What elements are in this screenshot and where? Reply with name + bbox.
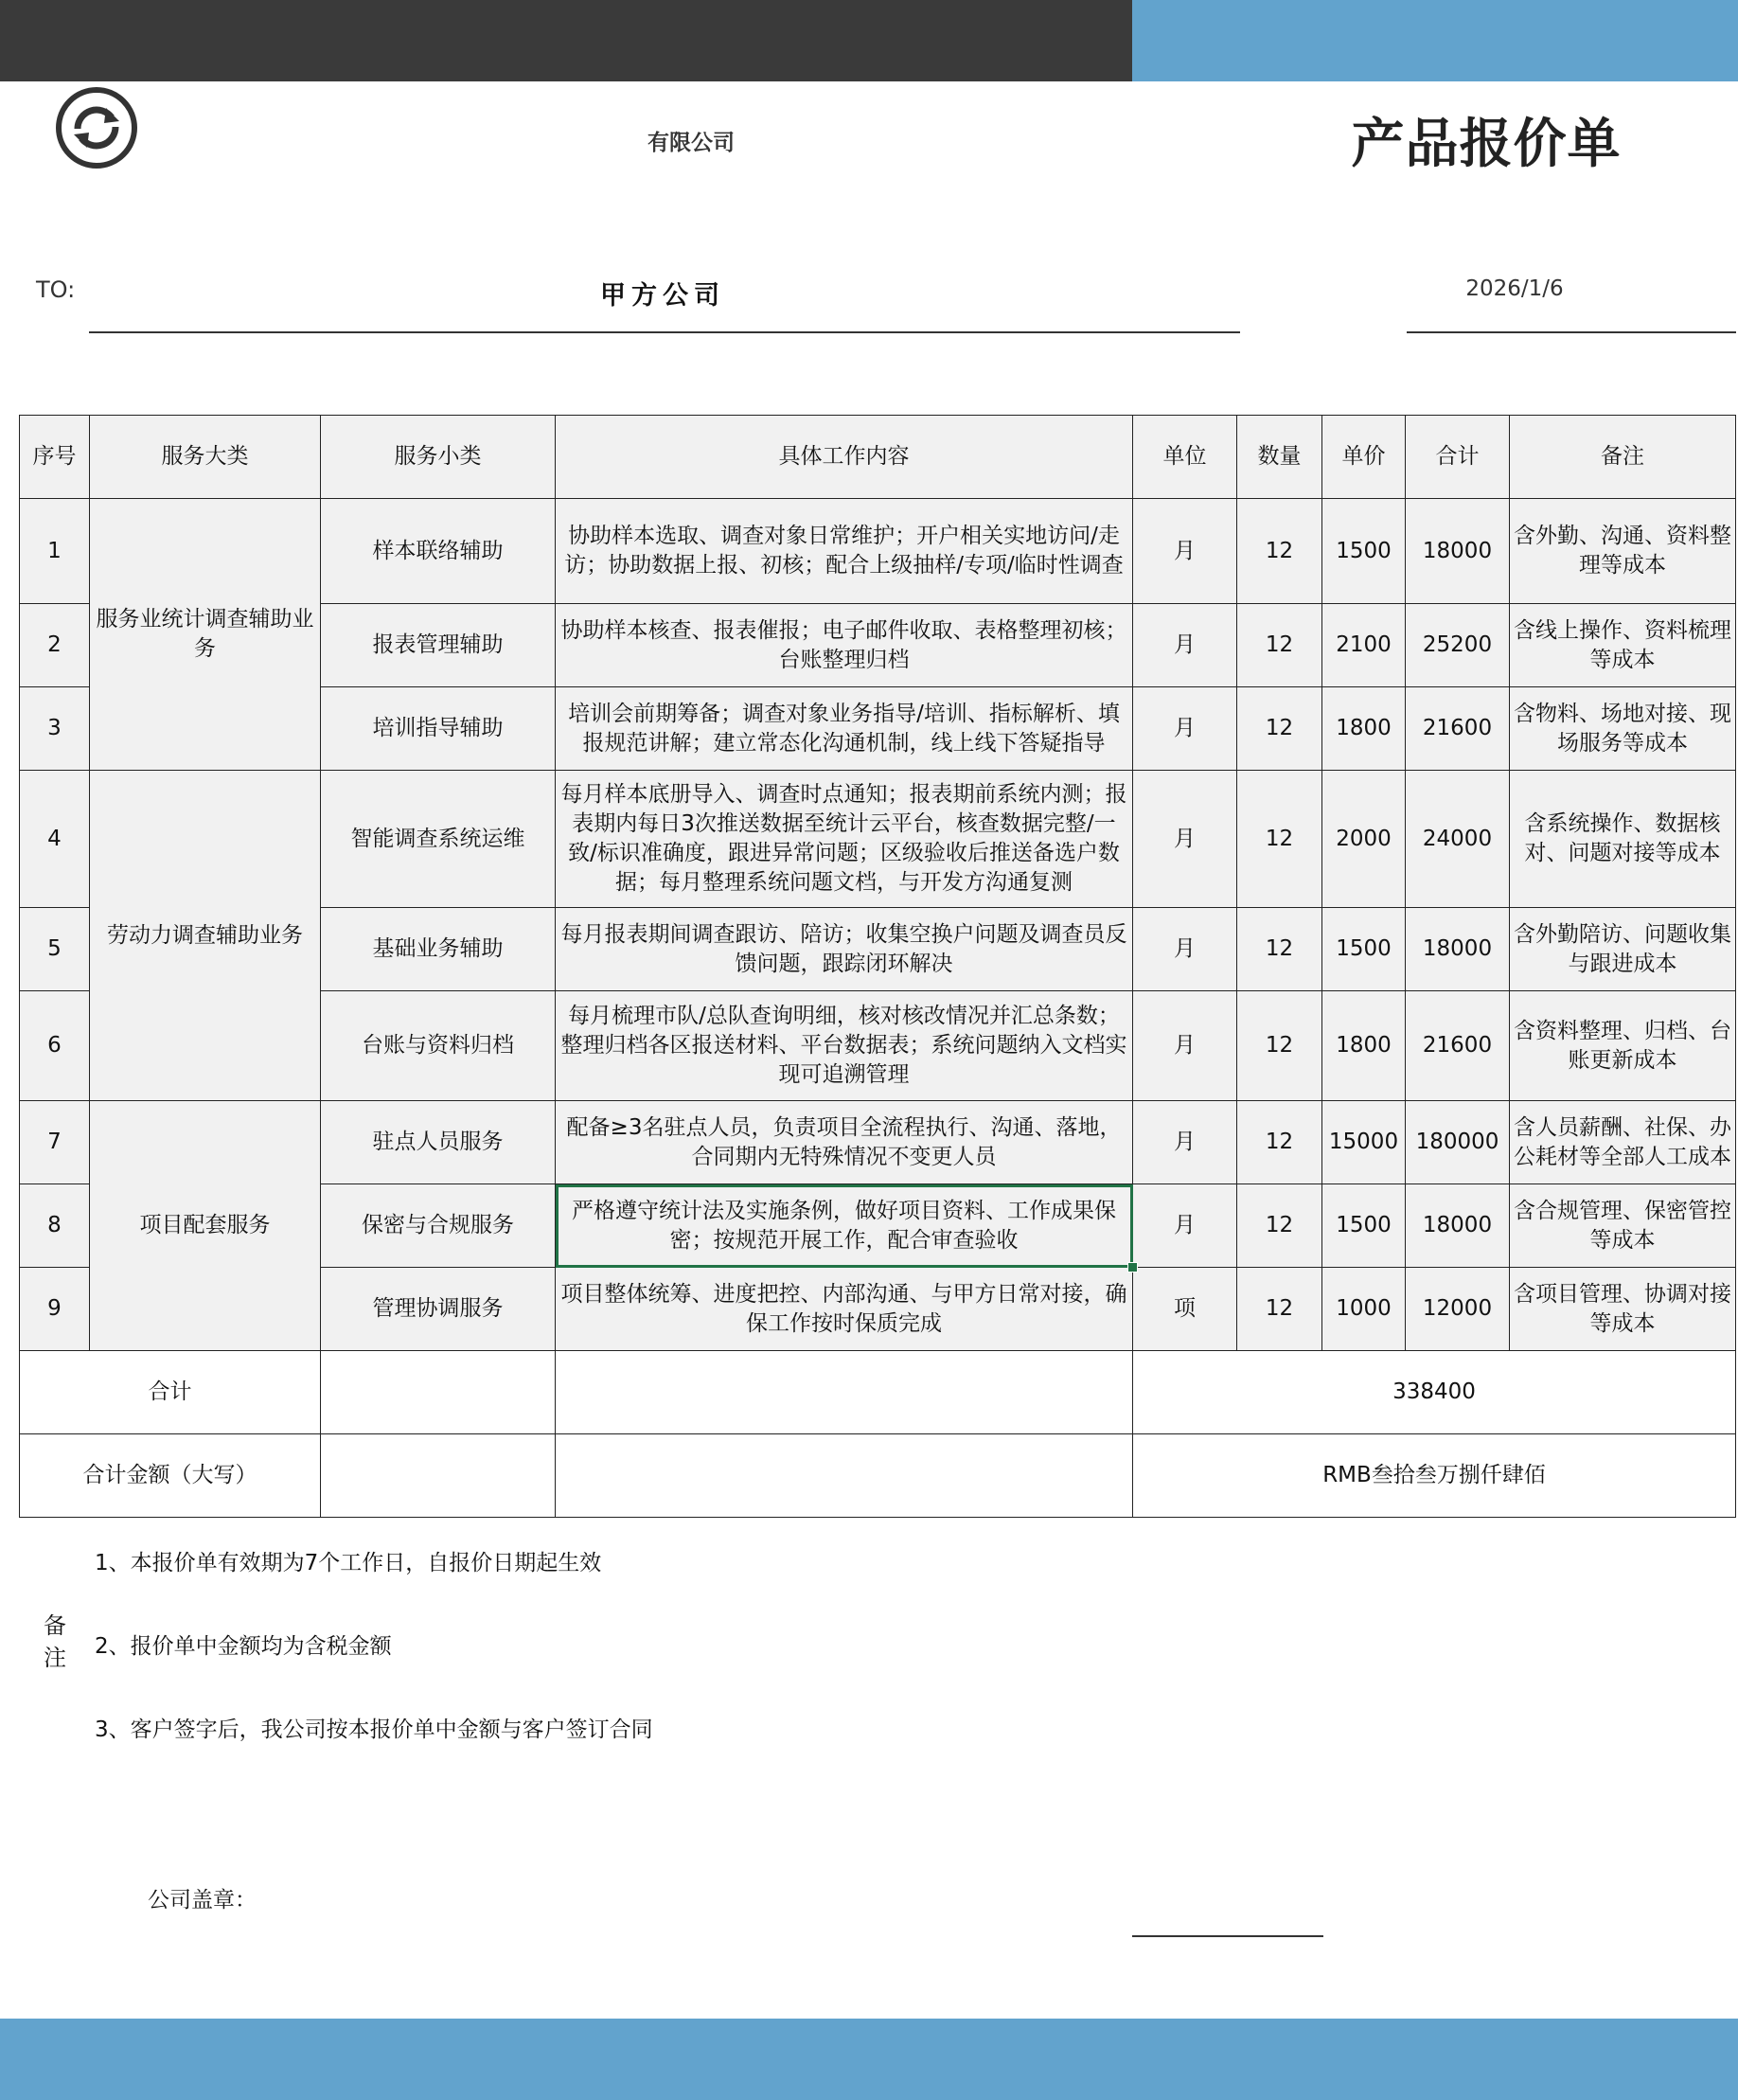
- work-content[interactable]: 每月梳理市队/总队查询明细，核对核改情况并汇总条数；整理归档各区报送材料、平台数据表；系统问题纳入文档实现可追溯管理: [556, 991, 1133, 1101]
- total-cell[interactable]: 180000: [1406, 1101, 1510, 1184]
- table-row: [20, 771, 1736, 908]
- unit-cell[interactable]: 月: [1133, 1184, 1237, 1268]
- qty-cell[interactable]: 12: [1237, 1184, 1322, 1268]
- work-content[interactable]: 每月样本底册导入、调查时点通知；报表期前系统内测；报表期内每日3次推送数据至统计云平台，核查数据完整/一致/标识准确度，跟进异常问题；区级验收后推送备选户数据；每月整理系统问题文档，与开发方沟通复测: [556, 771, 1133, 908]
- header-band-blue: [1132, 0, 1738, 81]
- qty-cell[interactable]: 12: [1237, 771, 1322, 908]
- table-row: [20, 1101, 1736, 1184]
- header-cell[interactable]: 序号: [20, 416, 90, 499]
- header-cell[interactable]: 单位: [1133, 416, 1237, 499]
- sum-empty-cell[interactable]: [556, 1351, 1133, 1434]
- total-cell[interactable]: 25200: [1406, 604, 1510, 687]
- header-row: [20, 416, 1736, 499]
- note-item: 2、报价单中金额均为含税金额: [95, 1634, 392, 1659]
- price-cell[interactable]: 1800: [1322, 991, 1406, 1101]
- sub-category[interactable]: 样本联络辅助: [321, 499, 556, 604]
- total-cell[interactable]: 21600: [1406, 991, 1510, 1101]
- total-cell[interactable]: 21600: [1406, 687, 1510, 771]
- work-content[interactable]: 每月报表期间调查跟访、陪访；收集空换户问题及调查员反馈问题，跟踪闭环解决: [556, 908, 1133, 991]
- remark-cell[interactable]: 含线上操作、资料梳理等成本: [1510, 604, 1736, 687]
- row-no[interactable]: 5: [20, 908, 90, 991]
- header-cell[interactable]: 服务大类: [90, 416, 321, 499]
- sub-category[interactable]: 管理协调服务: [321, 1268, 556, 1351]
- refresh-logo-icon: [53, 87, 140, 169]
- row-no[interactable]: 6: [20, 991, 90, 1101]
- total-cell[interactable]: 18000: [1406, 1184, 1510, 1268]
- sum-label[interactable]: 合计: [20, 1351, 321, 1434]
- unit-cell[interactable]: 月: [1133, 687, 1237, 771]
- sum-value[interactable]: 338400: [1133, 1351, 1736, 1434]
- qty-cell[interactable]: 12: [1237, 687, 1322, 771]
- unit-cell[interactable]: 月: [1133, 604, 1237, 687]
- to-value[interactable]: 甲方公司: [600, 281, 725, 311]
- amount-empty-cell[interactable]: [321, 1434, 556, 1518]
- remark-cell[interactable]: 含系统操作、数据核对、问题对接等成本: [1510, 771, 1736, 908]
- header-cell[interactable]: 数量: [1237, 416, 1322, 499]
- price-cell[interactable]: 1800: [1322, 687, 1406, 771]
- total-cell[interactable]: 24000: [1406, 771, 1510, 908]
- work-content[interactable]: 项目整体统筹、进度把控、内部沟通、与甲方日常对接，确保工作按时保质完成: [556, 1268, 1133, 1351]
- unit-cell[interactable]: 月: [1133, 1101, 1237, 1184]
- sum-row: [20, 1351, 1736, 1434]
- amount-label[interactable]: 合计金额（大写）: [20, 1434, 321, 1518]
- row-no[interactable]: 3: [20, 687, 90, 771]
- header-cell[interactable]: 合计: [1406, 416, 1510, 499]
- unit-cell[interactable]: 项: [1133, 1268, 1237, 1351]
- unit-cell[interactable]: 月: [1133, 771, 1237, 908]
- sub-category[interactable]: 基础业务辅助: [321, 908, 556, 991]
- price-cell[interactable]: 2000: [1322, 771, 1406, 908]
- remark-cell[interactable]: 含资料整理、归档、台账更新成本: [1510, 991, 1736, 1101]
- sub-category[interactable]: 台账与资料归档: [321, 991, 556, 1101]
- row-no[interactable]: 7: [20, 1101, 90, 1184]
- work-content[interactable]: 培训会前期筹备；调查对象业务指导/培训、指标解析、填报规范讲解；建立常态化沟通机制，线上线下答疑指导: [556, 687, 1133, 771]
- total-cell[interactable]: 18000: [1406, 499, 1510, 604]
- row-no[interactable]: 1: [20, 499, 90, 604]
- seal-underline: [1132, 1935, 1323, 1937]
- header-cell[interactable]: 服务小类: [321, 416, 556, 499]
- company-name: 有限公司: [647, 131, 735, 155]
- qty-cell[interactable]: 12: [1237, 991, 1322, 1101]
- table-row: [20, 499, 1736, 604]
- work-content-selected[interactable]: [556, 1184, 1133, 1268]
- amount-empty-cell[interactable]: [556, 1434, 1133, 1518]
- unit-cell[interactable]: 月: [1133, 991, 1237, 1101]
- sub-category[interactable]: 报表管理辅助: [321, 604, 556, 687]
- row-no[interactable]: 8: [20, 1184, 90, 1268]
- sub-category[interactable]: 智能调查系统运维: [321, 771, 556, 908]
- remark-cell[interactable]: 含物料、场地对接、现场服务等成本: [1510, 687, 1736, 771]
- quote-table: [19, 415, 1736, 1518]
- unit-cell[interactable]: 月: [1133, 499, 1237, 604]
- group-cell[interactable]: 服务业统计调查辅助业务: [90, 499, 321, 771]
- row-no[interactable]: 9: [20, 1268, 90, 1351]
- qty-cell[interactable]: 12: [1237, 1268, 1322, 1351]
- date-underline: [1407, 331, 1736, 333]
- price-cell[interactable]: 1500: [1322, 1184, 1406, 1268]
- remark-cell[interactable]: 含人员薪酬、社保、办公耗材等全部人工成本: [1510, 1101, 1736, 1184]
- price-cell[interactable]: 2100: [1322, 604, 1406, 687]
- page-title: 产品报价单: [1351, 114, 1622, 175]
- qty-cell[interactable]: 12: [1237, 908, 1322, 991]
- header-band-dark: [0, 0, 1132, 81]
- work-content-text: 严格遵守统计法及实施条例，做好项目资料、工作成果保密；按规范开展工作，配合审查验收: [572, 1198, 1116, 1253]
- qty-cell[interactable]: 12: [1237, 604, 1322, 687]
- price-cell[interactable]: 1500: [1322, 499, 1406, 604]
- work-content[interactable]: 协助样本核查、报表催报；电子邮件收取、表格整理初核；台账整理归档: [556, 604, 1133, 687]
- to-underline: [89, 331, 1240, 333]
- date-value[interactable]: 2026/1/6: [1465, 276, 1564, 301]
- sum-empty-cell[interactable]: [321, 1351, 556, 1434]
- header-cell[interactable]: 备注: [1510, 416, 1736, 499]
- to-label: TO:: [36, 276, 76, 303]
- row-no[interactable]: 2: [20, 604, 90, 687]
- sub-category[interactable]: 保密与合规服务: [321, 1184, 556, 1268]
- amount-value[interactable]: RMB叁拾叁万捌仟肆佰: [1133, 1434, 1736, 1518]
- note-item: 3、客户签字后，我公司按本报价单中金额与客户签订合同: [95, 1717, 653, 1742]
- remark-cell[interactable]: 含合规管理、保密管控等成本: [1510, 1184, 1736, 1268]
- sub-category[interactable]: 培训指导辅助: [321, 687, 556, 771]
- footer-band-blue: [0, 2019, 1738, 2100]
- group-cell[interactable]: 劳动力调查辅助业务: [90, 771, 321, 1101]
- row-no[interactable]: 4: [20, 771, 90, 908]
- group-cell[interactable]: 项目配套服务: [90, 1101, 321, 1351]
- seal-label: 公司盖章：: [148, 1888, 257, 1913]
- note-item: 1、本报价单有效期为7个工作日，自报价日期起生效: [95, 1551, 602, 1575]
- price-cell[interactable]: 15000: [1322, 1101, 1406, 1184]
- work-content[interactable]: 配备≥3名驻点人员，负责项目全流程执行、沟通、落地，合同期内无特殊情况不变更人员: [556, 1101, 1133, 1184]
- unit-cell[interactable]: 月: [1133, 908, 1237, 991]
- sub-category[interactable]: 驻点人员服务: [321, 1101, 556, 1184]
- total-cell[interactable]: 12000: [1406, 1268, 1510, 1351]
- total-cell[interactable]: 18000: [1406, 908, 1510, 991]
- work-content[interactable]: 协助样本选取、调查对象日常维护；开户相关实地访问/走访；协助数据上报、初核；配合上级抽样/专项/临时性调查: [556, 499, 1133, 604]
- fill-handle[interactable]: [1127, 1262, 1138, 1272]
- qty-cell[interactable]: 12: [1237, 499, 1322, 604]
- price-cell[interactable]: 1000: [1322, 1268, 1406, 1351]
- header-cell[interactable]: 具体工作内容: [556, 416, 1133, 499]
- amount-row: [20, 1434, 1736, 1518]
- header-cell[interactable]: 单价: [1322, 416, 1406, 499]
- price-cell[interactable]: 1500: [1322, 908, 1406, 991]
- remark-cell[interactable]: 含外勤、沟通、资料整理等成本: [1510, 499, 1736, 604]
- notes-label: 备注: [44, 1612, 66, 1671]
- remark-cell[interactable]: 含外勤陪访、问题收集与跟进成本: [1510, 908, 1736, 991]
- remark-cell[interactable]: 含项目管理、协调对接等成本: [1510, 1268, 1736, 1351]
- qty-cell[interactable]: 12: [1237, 1101, 1322, 1184]
